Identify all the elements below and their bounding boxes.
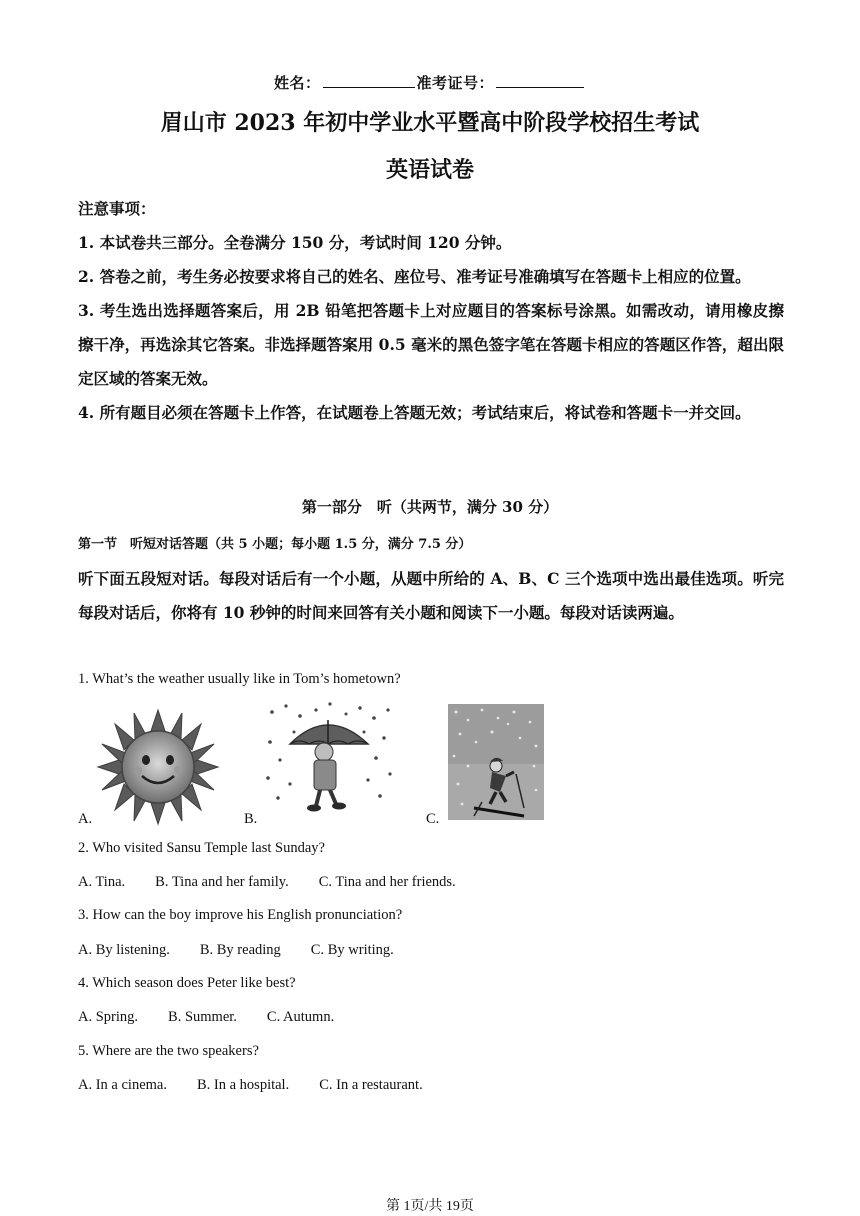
question-stem: 5. Where are the two speakers? xyxy=(78,1043,259,1059)
question-options xyxy=(78,874,456,891)
note-item: 3. 考生选出选择题答案后，用 2B 铅笔把答题卡上对应题目的答案标号涂黑。如需改动，请用橡皮擦擦干净，再选涂其它答案。非选择题答案用 0.5 毫米的黑色签字笔在答题卡相应的答题区作答，超出限定区域的答案无效。 xyxy=(78,301,784,388)
option[interactable]: C. Autumn. xyxy=(266,1009,335,1025)
snow-skier-icon xyxy=(448,704,544,820)
question-stem: 4. Which season does Peter like best? xyxy=(78,975,296,991)
notes-heading: 注意事项： xyxy=(78,199,156,218)
option[interactable]: A. Tina. xyxy=(78,874,126,890)
option[interactable]: B. Summer. xyxy=(168,1009,237,1025)
question-options xyxy=(78,942,394,959)
exam-number-blank[interactable] xyxy=(496,73,584,88)
option[interactable]: C. By writing. xyxy=(310,942,394,958)
candidate-info-line xyxy=(0,72,860,93)
name-label: 姓名： xyxy=(273,74,321,92)
note-item: 1. 本试卷共三部分。全卷满分 150 分，考试时间 120 分钟。 xyxy=(78,233,512,252)
listening-instruction xyxy=(78,562,784,630)
option[interactable]: C. In a restaurant. xyxy=(319,1077,423,1093)
option[interactable]: C. Tina and her friends. xyxy=(318,874,456,890)
notes-section xyxy=(78,192,784,430)
part-one-heading: 第一部分 听（共两节，满分 30 分） xyxy=(301,498,559,516)
question-stem: 2. Who visited Sansu Temple last Sunday? xyxy=(78,840,325,856)
page-number: 第 1页/共 19页 xyxy=(386,1199,474,1214)
option[interactable]: A. In a cinema. xyxy=(78,1077,167,1093)
option[interactable]: B. Tina and her family. xyxy=(155,874,289,890)
rain-umbrella-icon xyxy=(264,702,394,822)
option[interactable]: B. By reading xyxy=(199,942,281,958)
note-item: 4. 所有题目必须在答题卡上作答，在试题卷上答题无效；考试结束后，将试卷和答题卡一并交回。 xyxy=(78,403,751,422)
question-options xyxy=(78,1077,423,1094)
option[interactable]: A. By listening. xyxy=(78,942,170,958)
question-options xyxy=(78,1009,334,1026)
question-stem: 3. How can the boy improve his English pronunciation? xyxy=(78,907,403,923)
question-stem: 1. What’s the weather usually like in Tom’s hometown? xyxy=(78,671,401,687)
option-label: A. xyxy=(78,811,93,827)
option[interactable]: A. Spring. xyxy=(78,1009,139,1025)
note-item: 2. 答卷之前，考生务必按要求将自己的姓名、座位号、准考证号准确填写在答题卡上相应的位置。 xyxy=(78,267,751,286)
option[interactable]: B. In a hospital. xyxy=(196,1077,290,1093)
name-blank[interactable] xyxy=(323,73,415,88)
instruction-text: 听下面五段短对话。每段对话后有一个小题，从题中所给的 A、B、C 三个选项中选出最佳选项。听完每段对话后，你将有 10 秒钟的时间来回答有关小题和阅读下一小题。每段对话读两遍。 xyxy=(78,569,784,622)
subsection-heading: 第一节 听短对话答题（共 5 小题；每小题 1.5 分，满分 7.5 分） xyxy=(78,537,472,552)
option-label: B. xyxy=(244,811,258,827)
option-label: C. xyxy=(426,811,440,827)
exam-subtitle: 英语试卷 xyxy=(385,157,474,183)
exam-title: 眉山市 2023 年初中学业水平暨高中阶段学校招生考试 xyxy=(160,110,700,136)
sun-icon xyxy=(96,708,220,826)
exam-number-label: 准考证号： xyxy=(416,74,495,92)
